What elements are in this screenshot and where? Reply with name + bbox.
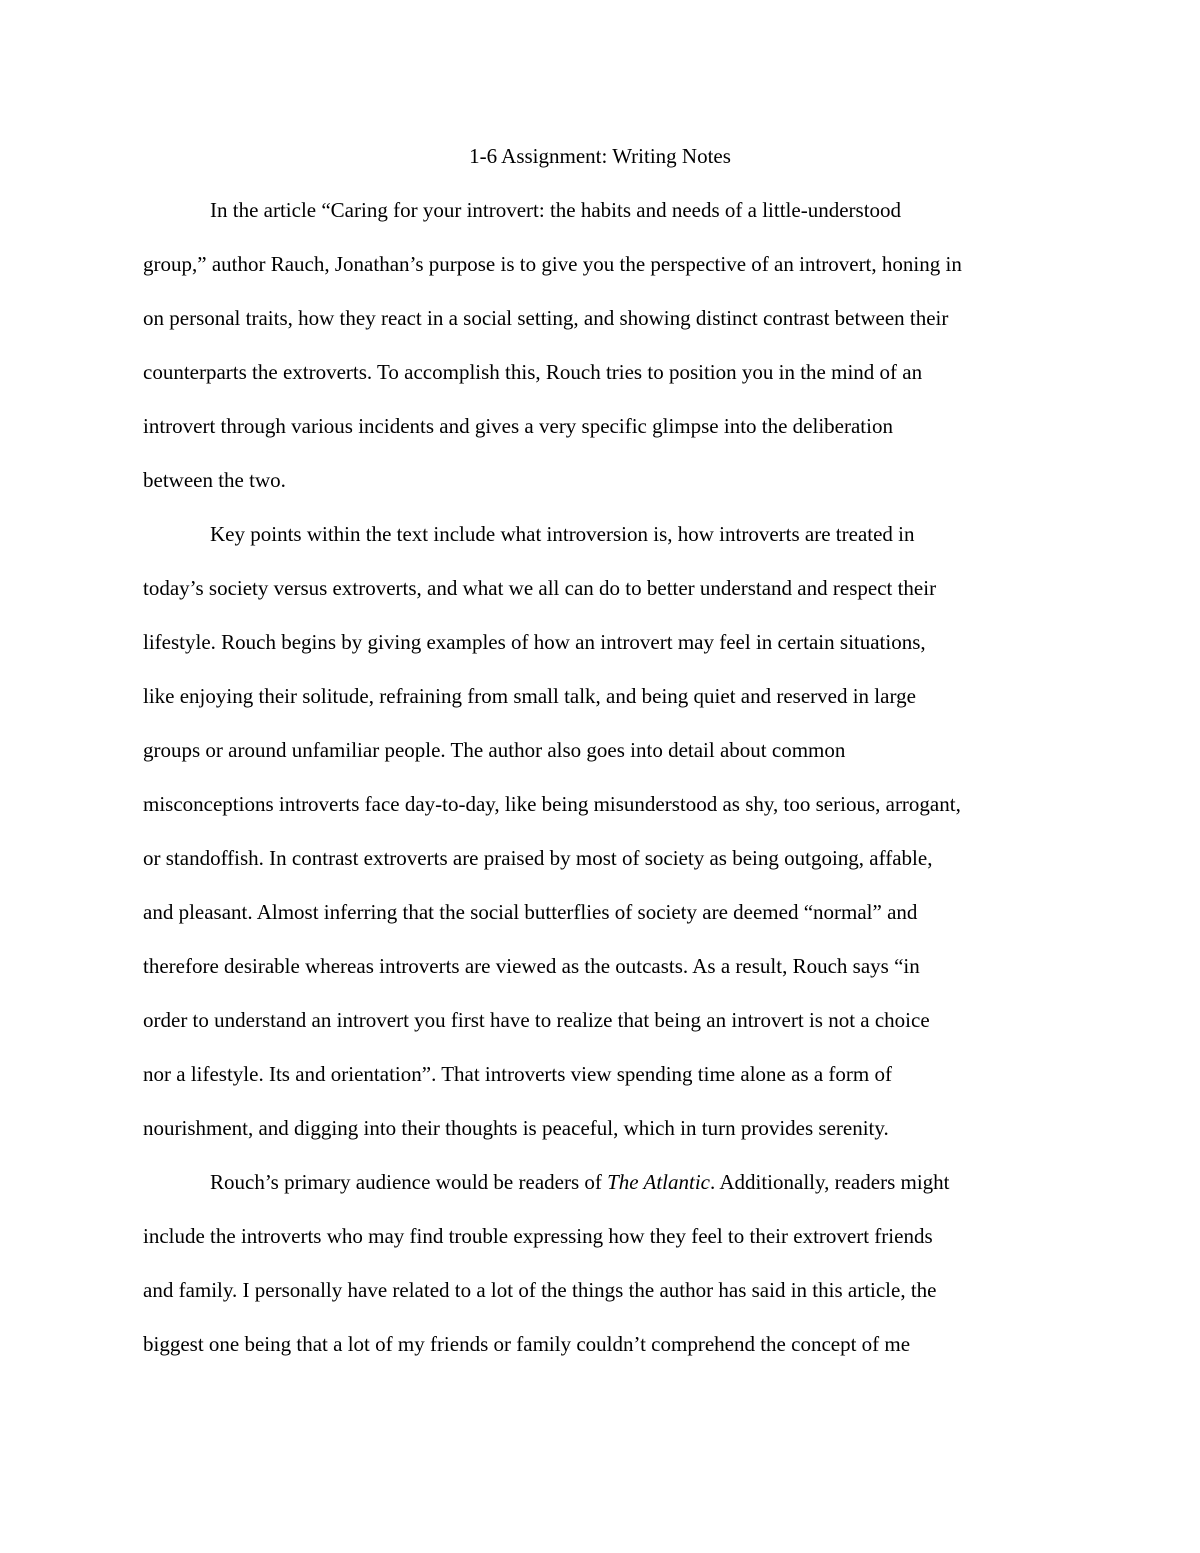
text-line: introvert through various incidents and gives a very specific glimpse into the deliberation <box>143 414 893 438</box>
text-line: like enjoying their solitude, refraining from small talk, and being quiet and reserved in large <box>143 684 916 708</box>
text-line: on personal traits, how they react in a social setting, and showing distinct contrast between their <box>143 306 949 330</box>
text-line: groups or around unfamiliar people. The author also goes into detail about common <box>143 738 846 762</box>
text-line: Key points within the text include what introversion is, how introverts are treated in <box>210 522 915 546</box>
document-title: 1-6 Assignment: Writing Notes <box>469 144 731 168</box>
text-line: nourishment, and digging into their thoughts is peaceful, which in turn provides serenity. <box>143 1116 889 1140</box>
text-line: nor a lifestyle. Its and orientation”. That introverts view spending time alone as a form of <box>143 1062 892 1086</box>
text-line: biggest one being that a lot of my friends or family couldn’t comprehend the concept of me <box>143 1332 911 1356</box>
text-line: or standoffish. In contrast extroverts are praised by most of society as being outgoing, affable, <box>143 846 933 870</box>
text-line: include the introverts who may find trouble expressing how they feel to their extrovert friends <box>143 1224 933 1248</box>
text-line: between the two. <box>143 468 286 492</box>
text-line: order to understand an introvert you first have to realize that being an introvert is not a choice <box>143 1008 930 1032</box>
text-segment: . Additionally, readers might <box>709 1170 950 1194</box>
text-line: misconceptions introverts face day-to-day, like being misunderstood as shy, too serious, arrogant, <box>143 792 961 816</box>
text-line: counterparts the extroverts. To accomplish this, Rouch tries to position you in the mind of an <box>143 360 923 384</box>
text-line: and pleasant. Almost inferring that the social butterflies of society are deemed “normal” and <box>143 900 918 924</box>
text-line: therefore desirable whereas introverts are viewed as the outcasts. As a result, Rouch says “in <box>143 954 920 978</box>
text-line: today’s society versus extroverts, and what we all can do to better understand and respect their <box>143 576 937 600</box>
publication-title: The Atlantic <box>607 1170 710 1194</box>
text-line: In the article “Caring for your introvert: the habits and needs of a little-understood <box>210 198 902 222</box>
text-line: and family. I personally have related to a lot of the things the author has said in this article, the <box>143 1278 937 1302</box>
text-line: group,” author Rauch, Jonathan’s purpose is to give you the perspective of an introvert, honing in <box>143 252 962 276</box>
text-segment: Rouch’s primary audience would be readers of <box>210 1170 608 1194</box>
text-line <box>210 1169 950 1196</box>
text-line: lifestyle. Rouch begins by giving examples of how an introvert may feel in certain situations, <box>143 630 926 654</box>
